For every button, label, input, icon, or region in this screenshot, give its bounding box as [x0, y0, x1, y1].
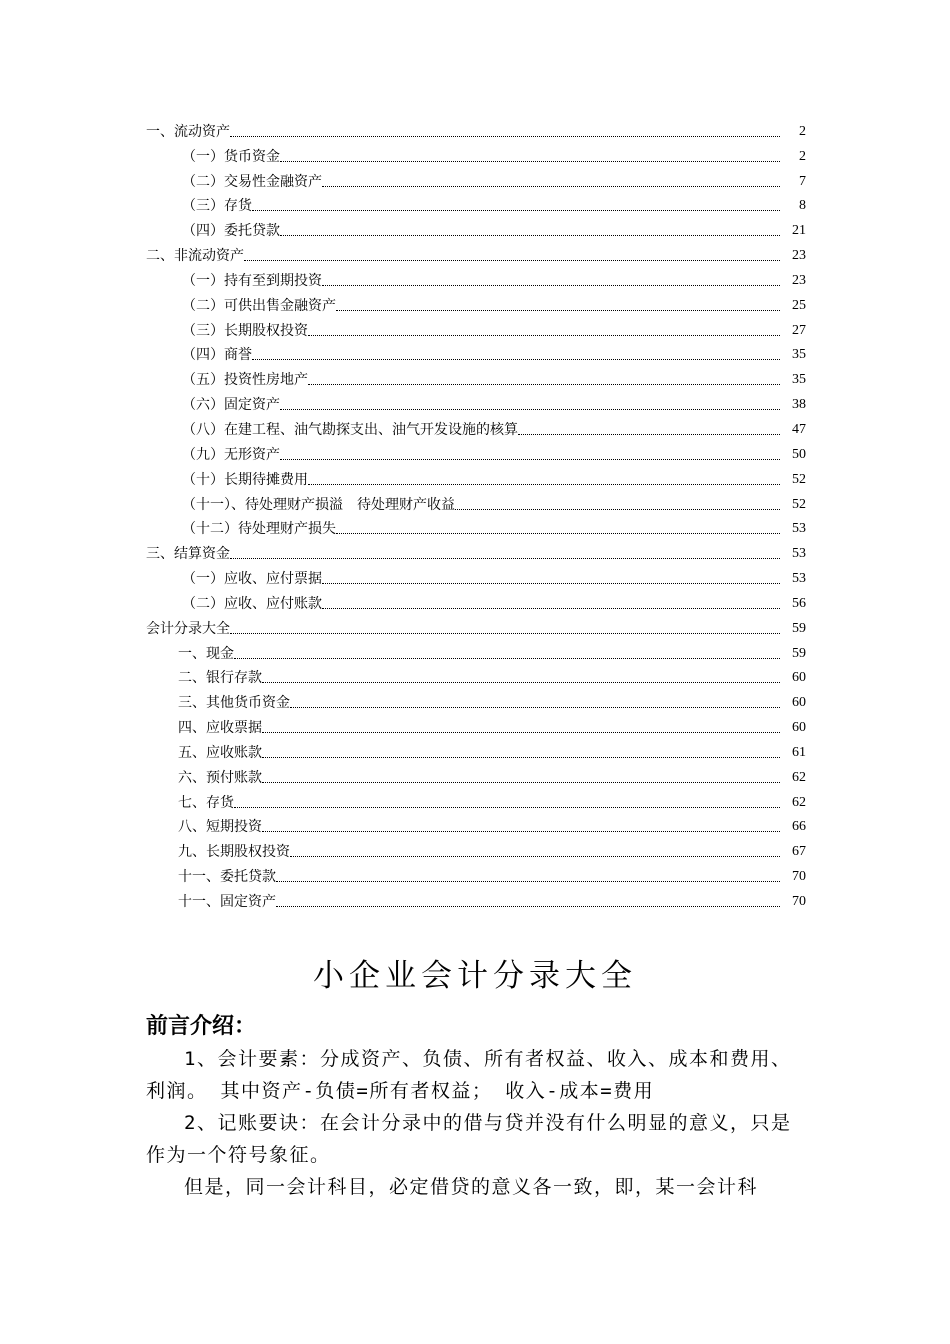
- toc-leader-dots: [262, 732, 780, 733]
- toc-entry-page-number: 59: [792, 620, 806, 636]
- toc-entry-page-number: 2: [799, 148, 806, 164]
- toc-leader-dots: [262, 782, 780, 783]
- toc-leader-dots: [276, 906, 780, 907]
- toc-entry-page-number: 35: [792, 347, 806, 363]
- toc-entry-page-number: 53: [792, 571, 806, 587]
- toc-entry-label: 五、应收账款: [178, 744, 262, 761]
- toc-entry[interactable]: [146, 166, 806, 191]
- toc-entry-label: 二、非流动资产: [146, 248, 244, 265]
- paragraph: 2、记账要诀：在会计分录中的借与贷并没有什么明显的意义，只是作为一个符号象征。: [146, 1112, 792, 1166]
- toc-entry[interactable]: [146, 737, 806, 762]
- toc-leader-dots: [518, 434, 780, 435]
- toc-entry-page-number: 8: [799, 198, 806, 214]
- toc-entry-label: 六、预付账款: [178, 769, 262, 786]
- toc-entry[interactable]: [146, 389, 806, 414]
- toc-entry[interactable]: [146, 712, 806, 737]
- toc-leader-dots: [280, 161, 780, 162]
- body-text: [146, 1043, 808, 1203]
- toc-entry[interactable]: [146, 886, 806, 911]
- toc-leader-dots: [308, 335, 780, 336]
- toc-entry-page-number: 38: [792, 397, 806, 413]
- toc-entry-label: （一）持有至到期投资: [182, 272, 322, 289]
- toc-entry-page-number: 66: [792, 819, 806, 835]
- toc-entry-page-number: 70: [792, 894, 806, 909]
- toc-entry-page-number: 7: [799, 173, 806, 189]
- toc-leader-dots: [455, 509, 780, 510]
- toc-entry-page-number: 21: [792, 223, 806, 239]
- toc-entry-label: （二）可供出售金融资产: [182, 297, 336, 314]
- toc-leader-dots: [322, 285, 780, 286]
- toc-entry-label: （四）商誉: [182, 347, 252, 364]
- toc-entry-page-number: 59: [792, 645, 806, 661]
- table-of-contents: [146, 116, 806, 911]
- toc-entry[interactable]: [146, 340, 806, 365]
- toc-entry-label: （十二）待处理财产损失: [182, 521, 336, 538]
- toc-entry-label: 二、银行存款: [178, 670, 262, 687]
- toc-entry[interactable]: [146, 315, 806, 340]
- toc-leader-dots: [262, 757, 780, 758]
- toc-leader-dots: [322, 608, 780, 609]
- toc-leader-dots: [230, 633, 780, 634]
- toc-entry-label: （一）应收、应付票据: [182, 571, 322, 588]
- toc-entry[interactable]: [146, 265, 806, 290]
- toc-entry-page-number: 23: [792, 272, 806, 288]
- toc-entry[interactable]: [146, 364, 806, 389]
- toc-leader-dots: [308, 384, 780, 385]
- toc-entry-label: （十一）、待处理财产损溢 待处理财产收益: [182, 496, 455, 513]
- toc-leader-dots: [234, 658, 780, 659]
- toc-entry-label: 一、流动资产: [146, 123, 230, 140]
- toc-entry-label: 三、其他货币资金: [178, 695, 290, 712]
- toc-leader-dots: [280, 459, 780, 460]
- toc-entry[interactable]: [146, 489, 806, 514]
- toc-entry-page-number: 23: [792, 248, 806, 264]
- toc-entry[interactable]: [146, 588, 806, 613]
- toc-leader-dots: [234, 807, 780, 808]
- toc-leader-dots: [336, 533, 780, 534]
- toc-entry-label: （二）应收、应付账款: [182, 595, 322, 612]
- toc-entry-label: 八、短期投资: [178, 819, 262, 836]
- toc-entry[interactable]: [146, 414, 806, 439]
- toc-entry[interactable]: [146, 787, 806, 812]
- toc-entry-page-number: 61: [792, 744, 806, 760]
- toc-entry[interactable]: [146, 514, 806, 539]
- toc-entry-label: 十一、委托贷款: [178, 869, 276, 886]
- toc-entry[interactable]: [146, 464, 806, 489]
- toc-entry-label: （四）委托贷款: [182, 223, 280, 240]
- toc-entry-label: 七、存货: [178, 794, 234, 811]
- toc-leader-dots: [252, 359, 780, 360]
- toc-leader-dots: [308, 484, 780, 485]
- toc-entry[interactable]: [146, 538, 806, 563]
- toc-entry-page-number: 62: [792, 769, 806, 785]
- toc-entry[interactable]: [146, 240, 806, 265]
- toc-entry-page-number: 53: [792, 546, 806, 562]
- toc-entry-label: 一、现金: [178, 645, 234, 662]
- toc-entry-page-number: 60: [792, 695, 806, 711]
- toc-leader-dots: [322, 186, 780, 187]
- toc-entry-page-number: 50: [792, 446, 806, 462]
- toc-entry-label: 会计分录大全: [146, 620, 230, 637]
- toc-leader-dots: [280, 235, 780, 236]
- toc-entry-label: 十一、固定资产: [178, 894, 276, 910]
- toc-leader-dots: [322, 583, 780, 584]
- toc-entry[interactable]: [146, 141, 806, 166]
- toc-entry[interactable]: [146, 215, 806, 240]
- toc-leader-dots: [290, 707, 780, 708]
- toc-leader-dots: [252, 210, 780, 211]
- toc-entry-page-number: 60: [792, 720, 806, 736]
- toc-entry[interactable]: [146, 191, 806, 216]
- toc-leader-dots: [336, 310, 780, 311]
- toc-entry-page-number: 62: [792, 794, 806, 810]
- toc-entry-label: （五）投资性房地产: [182, 372, 308, 389]
- toc-entry[interactable]: [146, 812, 806, 837]
- toc-entry-label: （三）长期股权投资: [182, 322, 308, 339]
- toc-entry-label: （六）固定资产: [182, 397, 280, 414]
- toc-entry-page-number: 27: [792, 322, 806, 338]
- toc-entry[interactable]: [146, 563, 806, 588]
- toc-entry-label: （十）长期待摊费用: [182, 471, 308, 488]
- toc-leader-dots: [276, 881, 780, 882]
- toc-entry-label: （八）在建工程、油气勘探支出、油气开发设施的核算: [182, 421, 518, 438]
- toc-entry[interactable]: [146, 116, 806, 141]
- toc-entry-page-number: 52: [792, 471, 806, 487]
- toc-entry[interactable]: [146, 290, 806, 315]
- paragraph: 但是，同一会计科目，必定借贷的意义各一致，即，某一会计科: [184, 1176, 759, 1198]
- toc-entry-label: （二）交易性金融资产: [182, 173, 322, 190]
- section-title: 前言介绍：: [146, 1014, 257, 1039]
- toc-entry-label: （三）存货: [182, 198, 252, 215]
- toc-entry[interactable]: [146, 861, 806, 886]
- toc-entry-page-number: 2: [799, 123, 806, 139]
- toc-entry-page-number: 35: [792, 372, 806, 388]
- toc-entry-page-number: 25: [792, 297, 806, 313]
- toc-leader-dots: [262, 682, 780, 683]
- toc-entry[interactable]: [146, 613, 806, 638]
- toc-entry[interactable]: [146, 439, 806, 464]
- toc-entry[interactable]: [146, 663, 806, 688]
- toc-leader-dots: [230, 558, 780, 559]
- toc-entry[interactable]: [146, 687, 806, 712]
- toc-entry-page-number: 52: [792, 496, 806, 512]
- toc-leader-dots: [280, 409, 780, 410]
- paragraph: 1、会计要素：分成资产、负债、所有者权益、收入、成本和费用、利润。 其中资产-负债=所有者权益； 收入-成本=费用: [146, 1048, 792, 1102]
- toc-entry-page-number: 70: [792, 869, 806, 885]
- toc-entry-label: 三、结算资金: [146, 546, 230, 563]
- toc-entry-page-number: 53: [792, 521, 806, 537]
- toc-leader-dots: [244, 260, 780, 261]
- toc-entry-page-number: 47: [792, 421, 806, 437]
- toc-entry-label: 四、应收票据: [178, 720, 262, 737]
- toc-leader-dots: [262, 831, 780, 832]
- document-title: 小企业会计分录大全: [313, 958, 637, 994]
- toc-entry-label: 九、长期股权投资: [178, 844, 290, 861]
- toc-entry-page-number: 56: [792, 595, 806, 611]
- toc-entry-label: （一）货币资金: [182, 148, 280, 165]
- toc-leader-dots: [230, 136, 780, 137]
- toc-entry-page-number: 60: [792, 670, 806, 686]
- toc-entry-page-number: 67: [792, 844, 806, 860]
- toc-entry[interactable]: [146, 762, 806, 787]
- toc-entry-label: （九）无形资产: [182, 446, 280, 463]
- toc-entry[interactable]: [146, 836, 806, 861]
- toc-leader-dots: [290, 856, 780, 857]
- toc-entry[interactable]: [146, 638, 806, 663]
